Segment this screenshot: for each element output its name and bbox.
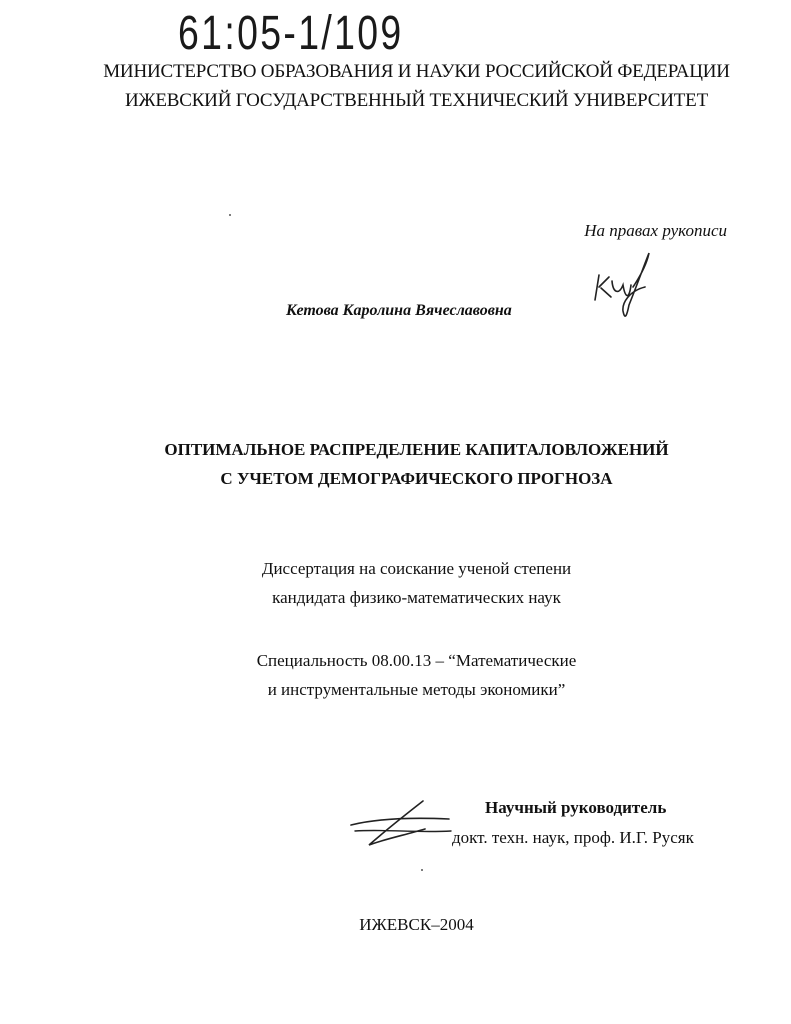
advisor-signature (345, 795, 455, 855)
scan-speck (421, 869, 423, 871)
ministry-heading: МИНИСТЕРСТВО ОБРАЗОВАНИЯ И НАУКИ РОССИЙСКОЙ ФЕДЕРАЦИИ (103, 61, 730, 82)
city-year: ИЖЕВСК–2004 (359, 915, 474, 934)
author-name: Кетова Каролина Вячеславовна (286, 302, 512, 319)
specialty-line-2: и инструментальные методы экономики” (267, 680, 566, 699)
degree-statement-line-1: Диссертация на соискание ученой степени (261, 559, 572, 578)
specialty-line-1: Специальность 08.00.13 – “Математические (256, 651, 577, 670)
author-signature (585, 245, 665, 325)
dissertation-title-line-1: ОПТИМАЛЬНОЕ РАСПРЕДЕЛЕНИЕ КАПИТАЛОВЛОЖЕНИЙ (164, 440, 669, 459)
manuscript-rights-note: На правах рукописи (584, 221, 727, 240)
university-heading: ИЖЕВСКИЙ ГОСУДАРСТВЕННЫЙ ТЕХНИЧЕСКИЙ УНИВЕРСИТЕТ (125, 90, 708, 111)
degree-statement-line-2: кандидата физико-математических наук (272, 588, 561, 607)
scan-speck (229, 214, 231, 216)
advisor-name: докт. техн. наук, проф. И.Г. Русяк (452, 828, 694, 847)
dissertation-title-line-2: С УЧЕТОМ ДЕМОГРАФИЧЕСКОГО ПРОГНОЗА (220, 469, 613, 488)
advisor-label: Научный руководитель (485, 798, 667, 817)
catalog-number: 61:05-1/109 (178, 7, 404, 60)
